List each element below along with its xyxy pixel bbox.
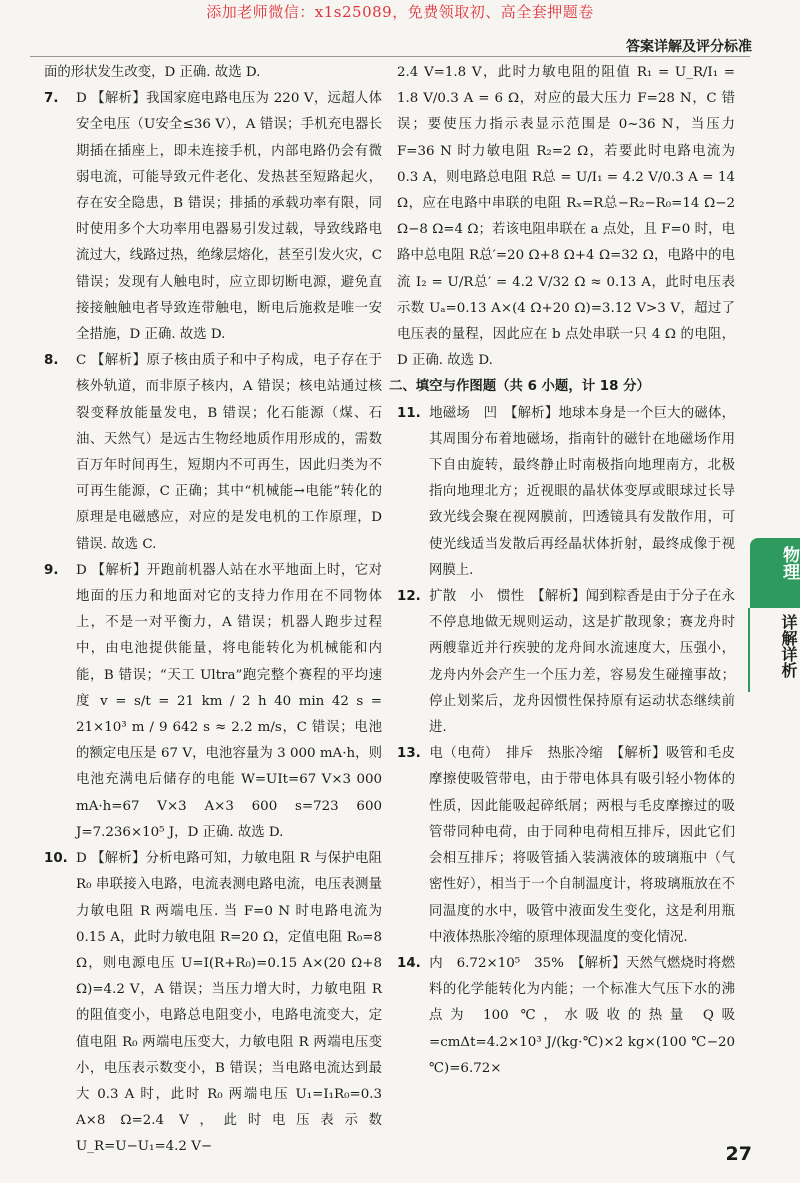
question-13: 13. 电（电荷） 排斥 热胀冷缩 【解析】吸管和毛皮摩擦使吸管带电，由于带电体具有吸引轻小物体的性质，因此能吸起碎纸屑；两根与毛皮摩擦过的吸管带同种电荷，由于同种电荷相互排斥，因此它们会相互排斥；将吸管插入装满液体的玻璃瓶中（气密性好），相当于一个自制温度计，将玻璃瓶放在不同温度的水中，吸管中液面发生变化，这是利用瓶中液体热胀冷缩的原理体现温度的变化情况. (397, 746, 735, 945)
page-number: 27 (725, 1143, 752, 1165)
left-column (44, 60, 382, 1161)
watermark-text: 添加老师微信：x1s25089，免费领取初、高全套押题卷 (206, 3, 594, 21)
subject-label: 物理 (779, 546, 799, 580)
question-10: 10. D 【解析】分析电路可知，力敏电阻 R 与保护电阻 R₀ 串联接入电路，电流表测电路电流，电压表测量力敏电阻 R 两端电压. 当 F=0 N 时电路电流为 0.15 A，此时力敏电阻 R=20 Ω，定值电阻 R₀=8 Ω，则电源电压 U=I(R+R₀)=0.15 A×(20 Ω+8 Ω)=4.2 V，A 错误；当压力增大时，力敏电阻 R 的阻值变小，电路总电阻变小，电路电流变大，定值电阻 R₀ 两端电压变大，力敏电阻 R 两端电压变小，电压表示数变小，B 错误；当电路电流达到最大 0.3 A 时，此时 R₀ 两端电压 U₁=I₁R₀=0.3 A×8 Ω=2.4 V，此时电压表示数 U_R=U−U₁=4.2 V− (44, 851, 382, 1155)
question-14: 14. 内 6.72×10⁵ 35% 【解析】天然气燃烧时将燃料的化学能转化为内能；一个标准大气压下水的沸点为 100 ℃，水吸收的热量 Q吸=cmΔt=4.2×10³ J/(kg·℃)×2 kg×(100 ℃−20 ℃)=6.72× (397, 955, 735, 1076)
header-divider (30, 56, 750, 57)
right-column (389, 60, 735, 1082)
section-tab (748, 608, 800, 692)
page-header: 答案详解及评分标准 (626, 39, 752, 55)
question-7: 7. D 【解析】我国家庭电路电压为 220 V，远超人体安全电压（U安全≤36 V），A 错误；手机充电器长期插在插座上，即未连接手机，内部电路仍会有微弱电流，可能导致元件老化、发热甚至短路起火，存在安全隐患，B 错误；排插的承载功率有限，同时使用多个大功率用电器易引发过载，导致线路电流过大，线路过热，绝缘层熔化，甚至引发火灾，C 错误；发现有人触电时，应立即切断电源，避免直接接触触电者导致连带触电，断电后施救是唯一安全措施，D 正确. 故选 D. (44, 91, 382, 343)
question-11: 11. 地磁场 凹 【解析】地球本身是一个巨大的磁体，其周围分布着地磁场，指南针的磁针在地磁场作用下自由旋转，最终静止时南极指向地理南方，北极指向地理北方；近视眼的晶状体变厚或眼球过长导致光线会聚在视网膜前，凹透镜具有发散作用，可使光线适当发散后再经晶状体折射，最终成像于视网膜上. (397, 405, 735, 578)
question-9: 9. D 【解析】开跑前机器人站在水平地面上时，它对地面的压力和地面对它的支持力作用在不同物体上，不是一对平衡力，A 错误；机器人跑步过程中，由电池提供能量，将电能转化为机械能和内能，B 错误；“天工 Ultra”跑完整个赛程的平均速度 v = s/t = 21 km / 2 h 40 min 42 s = 21×10³ m / 9 642 s ≈ 2.2 m/s，C 错误；电池的额定电压是 67 V，电池容量为 3 000 mA·h，则电池充满电后储存的电能 W=UIt=67 V×3 000 mA·h=67 V×3 A×3 600 s=723 600 J=7.236×10⁵ J，D 正确. 故选 D. (44, 562, 382, 840)
question-12: 12. 扩散 小 惯性 【解析】闻到粽香是由于分子在永不停息地做无规则运动，这是扩散现象；赛龙舟时两艘靠近并行疾驶的龙舟间水流速度大，压强小，龙舟内外会产生一个压力差，容易发生碰撞事故；停止划桨后，龙舟因惯性保持原有运动状态继续前进. (397, 589, 735, 736)
section-heading: 二、填空与作图题（共 6 小题，计 18 分） (389, 379, 650, 395)
right-para-0: 2.4 V=1.8 V，此时力敏电阻的阻值 R₁ = U_R/I₁ = 1.8 V/0.3 A = 6 Ω，对应的最大压力 F=28 N，C 错误；要使压力指示表显示范围是 0~36 N，当压力 F=36 N 时力敏电阻 R₂=2 Ω，若要此时电路电流为 0.3 A，则电路总电阻 R总 = U/I₁ = 4.2 V/0.3 A = 14 Ω，应在电路中串联的电阻 Rₓ=R总−R₂−R₀=14 Ω−2 Ω−8 Ω=4 Ω；若该电阻串联在 a 点处，且 F=0 时，电路中总电阻 R总′=20 Ω+8 Ω+4 Ω=32 Ω，电路中的电流 I₂ = U/R总′ = 4.2 V/32 Ω ≈ 0.13 A，此时电压表示数 Uₐ=0.13 A×(4 Ω+20 Ω)=3.12 V>3 V，超过了电压表的量程，因此应在 b 点处串联一只 4 Ω 的电阻，D 正确. 故选 D. (397, 65, 735, 369)
section-label: 详解详析 (779, 614, 798, 678)
question-8: 8. C 【解析】原子核由质子和中子构成，电子存在于核外轨道，而非原子核内，A 错误；核电站通过核裂变释放能量发电，B 错误；化石能源（煤、石油、天然气）是远古生物经地质作用形成的，需数百万年时间再生，短期内不可再生，因此归类为不可再生能源，C 正确；其中“机械能→电能”转化的原理是电磁感应，对应的是发电机的工作原理，D 错误. 故选 C. (44, 353, 382, 552)
left-para-0: 面的形状发生改变，D 正确. 故选 D. (44, 65, 261, 80)
